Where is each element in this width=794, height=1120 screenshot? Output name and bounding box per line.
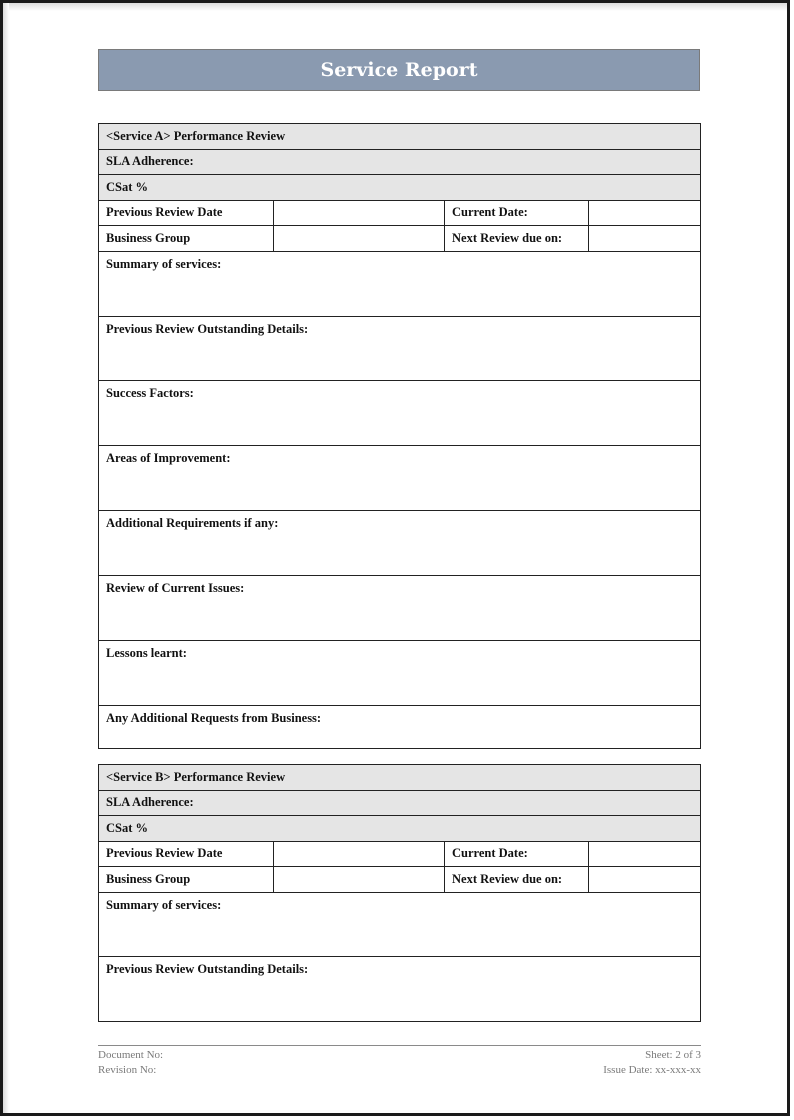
additional-requests-row xyxy=(99,705,701,748)
previous-review-date-label: Previous Review Date xyxy=(99,841,274,867)
section-header-row xyxy=(99,124,701,150)
issue-date: Issue Date: xx-xxx-xx xyxy=(603,1064,701,1076)
success-factors-field[interactable]: Success Factors: xyxy=(99,381,701,446)
summary-of-services-field[interactable]: Summary of services: xyxy=(99,892,701,957)
sla-row xyxy=(99,790,701,816)
lessons-learnt-field[interactable]: Lessons learnt: xyxy=(99,640,701,705)
areas-of-improvement-field[interactable]: Areas of Improvement: xyxy=(99,446,701,511)
previous-outstanding-field[interactable]: Previous Review Outstanding Details: xyxy=(99,316,701,381)
section-header: <Service B> Performance Review xyxy=(99,765,701,791)
business-group-label: Business Group xyxy=(99,226,274,252)
sheet-number: Sheet: 2 of 3 xyxy=(645,1049,701,1061)
csat-row xyxy=(99,175,701,201)
service-a-review-table xyxy=(98,123,701,749)
business-group-input[interactable] xyxy=(274,226,445,252)
current-date-input[interactable] xyxy=(589,841,701,867)
page-footer xyxy=(98,1045,701,1078)
group-row xyxy=(99,867,701,893)
footer-row-1 xyxy=(98,1048,701,1063)
sla-adherence-field[interactable]: SLA Adherence: xyxy=(99,790,701,816)
previous-review-date-input[interactable] xyxy=(274,841,445,867)
csat-row xyxy=(99,816,701,842)
section-header: <Service A> Performance Review xyxy=(99,124,701,150)
sla-adherence-field[interactable]: SLA Adherence: xyxy=(99,149,701,175)
report-title: Service Report xyxy=(320,59,478,81)
success-factors-row xyxy=(99,381,701,446)
areas-of-improvement-row xyxy=(99,446,701,511)
service-b-review-table xyxy=(98,764,701,1022)
current-date-label: Current Date: xyxy=(445,200,589,226)
dates-row xyxy=(99,841,701,867)
previous-outstanding-field[interactable]: Previous Review Outstanding Details: xyxy=(99,957,701,1022)
previous-outstanding-row xyxy=(99,316,701,381)
current-date-label: Current Date: xyxy=(445,841,589,867)
csat-field[interactable]: CSat % xyxy=(99,175,701,201)
previous-review-date-label: Previous Review Date xyxy=(99,200,274,226)
csat-field[interactable]: CSat % xyxy=(99,816,701,842)
dates-row xyxy=(99,200,701,226)
current-issues-field[interactable]: Review of Current Issues: xyxy=(99,575,701,640)
previous-outstanding-row xyxy=(99,957,701,1022)
additional-requirements-row xyxy=(99,511,701,576)
additional-requests-field[interactable]: Any Additional Requests from Business: xyxy=(99,705,701,748)
summary-of-services-field[interactable]: Summary of services: xyxy=(99,251,701,316)
previous-review-date-input[interactable] xyxy=(274,200,445,226)
business-group-input[interactable] xyxy=(274,867,445,893)
next-review-label: Next Review due on: xyxy=(445,867,589,893)
revision-no: Revision No: xyxy=(98,1064,157,1076)
next-review-label: Next Review due on: xyxy=(445,226,589,252)
footer-row-2 xyxy=(98,1063,701,1078)
business-group-label: Business Group xyxy=(99,867,274,893)
next-review-input[interactable] xyxy=(589,867,701,893)
current-issues-row xyxy=(99,575,701,640)
group-row xyxy=(99,226,701,252)
document-no: Document No: xyxy=(98,1049,164,1061)
report-title-bar xyxy=(98,49,700,91)
current-date-input[interactable] xyxy=(589,200,701,226)
summary-of-services-row xyxy=(99,892,701,957)
section-header-row xyxy=(99,765,701,791)
additional-requirements-field[interactable]: Additional Requirements if any: xyxy=(99,511,701,576)
next-review-input[interactable] xyxy=(589,226,701,252)
sla-row xyxy=(99,149,701,175)
summary-of-services-row xyxy=(99,251,701,316)
lessons-learnt-row xyxy=(99,640,701,705)
